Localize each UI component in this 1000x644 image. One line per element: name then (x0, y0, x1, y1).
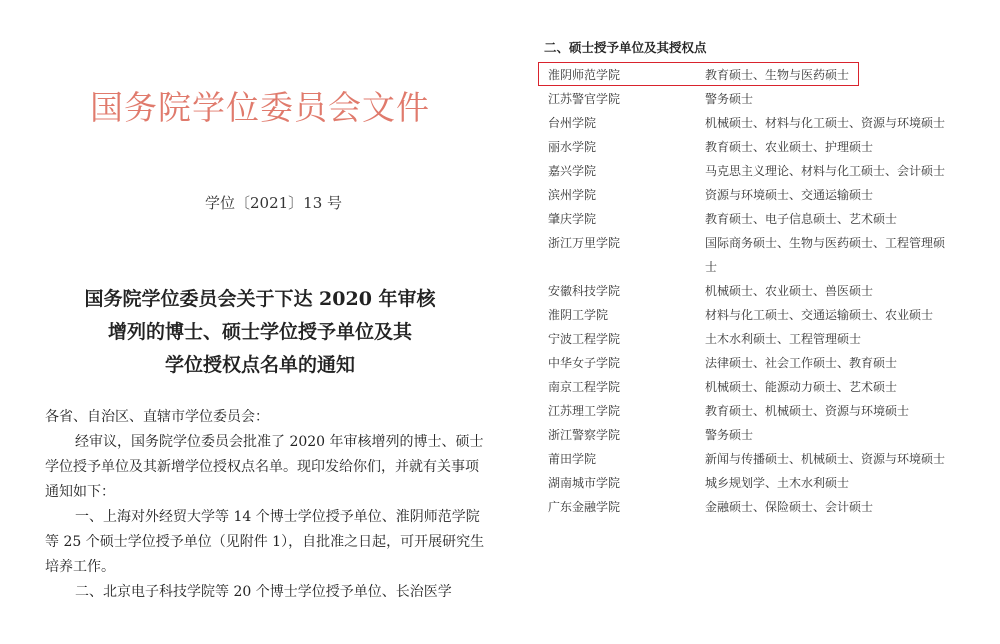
degree-list: 马克思主义理论、材料与化工硕士、会计硕士 (705, 164, 946, 178)
school-name: 江苏警官学院 (548, 92, 621, 106)
school-name: 广东金融学院 (548, 500, 621, 514)
school-name: 滨州学院 (548, 188, 597, 202)
degree-list: 国际商务硕士、生物与医药硕士、工程管理硕士 (705, 236, 946, 274)
table-row (530, 423, 950, 447)
body-paragraph: 一、上海对外经贸大学等 14 个博士学位授予单位、淮阴师范学院等 25 个硕士学位授予单位（见附件 1），自批准之日起，可开展研究生培养工作。 (45, 509, 485, 575)
school-name: 江苏理工学院 (548, 404, 621, 418)
school-name: 南京工程学院 (548, 380, 621, 394)
table-row (530, 63, 950, 87)
degree-list: 城乡规划学、土木水利硕士 (705, 476, 850, 490)
table-row (530, 159, 950, 183)
table-row (530, 495, 950, 519)
table-row (530, 207, 950, 231)
right-document-page (530, 0, 1000, 644)
document-header: 国务院学位委员会文件 (90, 88, 430, 127)
document-number: 学位〔2021〕13 号 (205, 194, 343, 212)
table-row (530, 231, 950, 279)
table-row (530, 183, 950, 207)
school-name: 丽水学院 (548, 140, 597, 154)
table-row (530, 303, 950, 327)
school-name: 安徽科技学院 (548, 284, 621, 298)
degree-list: 教育硕士、机械硕士、资源与环境硕士 (705, 404, 910, 418)
school-name: 台州学院 (548, 116, 597, 130)
degree-list: 教育硕士、农业硕士、护理硕士 (705, 140, 874, 154)
degree-list: 机械硕士、能源动力硕士、艺术硕士 (705, 380, 898, 394)
school-name: 肇庆学院 (548, 212, 597, 226)
degree-list: 土木水利硕士、工程管理硕士 (705, 332, 862, 346)
school-name: 中华女子学院 (548, 356, 621, 370)
degree-list: 警务硕士 (705, 428, 754, 442)
salutation: 各省、自治区、直辖市学位委员会： (45, 409, 269, 425)
school-name: 莆田学院 (548, 452, 597, 466)
degree-list: 教育硕士、电子信息硕士、艺术硕士 (705, 212, 898, 226)
degree-list: 资源与环境硕士、交通运输硕士 (705, 188, 874, 202)
title-line: 国务院学位委员会关于下达 2020 年审核 (84, 288, 436, 310)
degree-list: 材料与化工硕士、交通运输硕士、农业硕士 (705, 308, 934, 322)
title-line: 增列的博士、硕士学位授予单位及其 (107, 321, 412, 343)
table-row (530, 111, 950, 135)
school-name: 浙江警察学院 (548, 428, 621, 442)
table-row (530, 279, 950, 303)
section-title: 二、硕士授予单位及其授权点 (544, 40, 707, 55)
school-name: 嘉兴学院 (548, 164, 597, 178)
school-name: 淮阴工学院 (548, 308, 609, 322)
table-row (530, 327, 950, 351)
degree-list: 法律硕士、社会工作硕士、教育硕士 (705, 356, 898, 370)
body-paragraph: 经审议，国务院学位委员会批准了 2020 年审核增列的博士、硕士学位授予单位及其新增学位授权点名单。现印发给你们，并就有关事项通知如下： (45, 434, 484, 500)
degree-list: 机械硕士、材料与化工硕士、资源与环境硕士 (705, 116, 946, 130)
degree-list: 新闻与传播硕士、机械硕士、资源与环境硕士 (705, 452, 946, 466)
degree-list: 警务硕士 (705, 92, 754, 106)
table-row (530, 351, 950, 375)
table-row (530, 471, 950, 495)
table-row (530, 447, 950, 471)
document-body (45, 405, 485, 605)
degree-list: 教育硕士、生物与医药硕士 (705, 68, 850, 82)
school-name: 浙江万里学院 (548, 236, 621, 250)
school-name: 湖南城市学院 (548, 476, 621, 490)
body-paragraph: 二、北京电子科技学院等 20 个博士学位授予单位、长治医学 (75, 584, 452, 600)
degree-list: 机械硕士、农业硕士、兽医硕士 (705, 284, 874, 298)
title-line: 学位授权点名单的通知 (164, 354, 355, 376)
institution-table (530, 63, 950, 519)
table-row (530, 375, 950, 399)
school-name: 淮阴师范学院 (548, 68, 621, 82)
table-row (530, 87, 950, 111)
document-title (60, 283, 460, 382)
table-row (530, 135, 950, 159)
school-name: 宁波工程学院 (548, 332, 621, 346)
degree-list: 金融硕士、保险硕士、会计硕士 (705, 500, 874, 514)
table-row (530, 399, 950, 423)
